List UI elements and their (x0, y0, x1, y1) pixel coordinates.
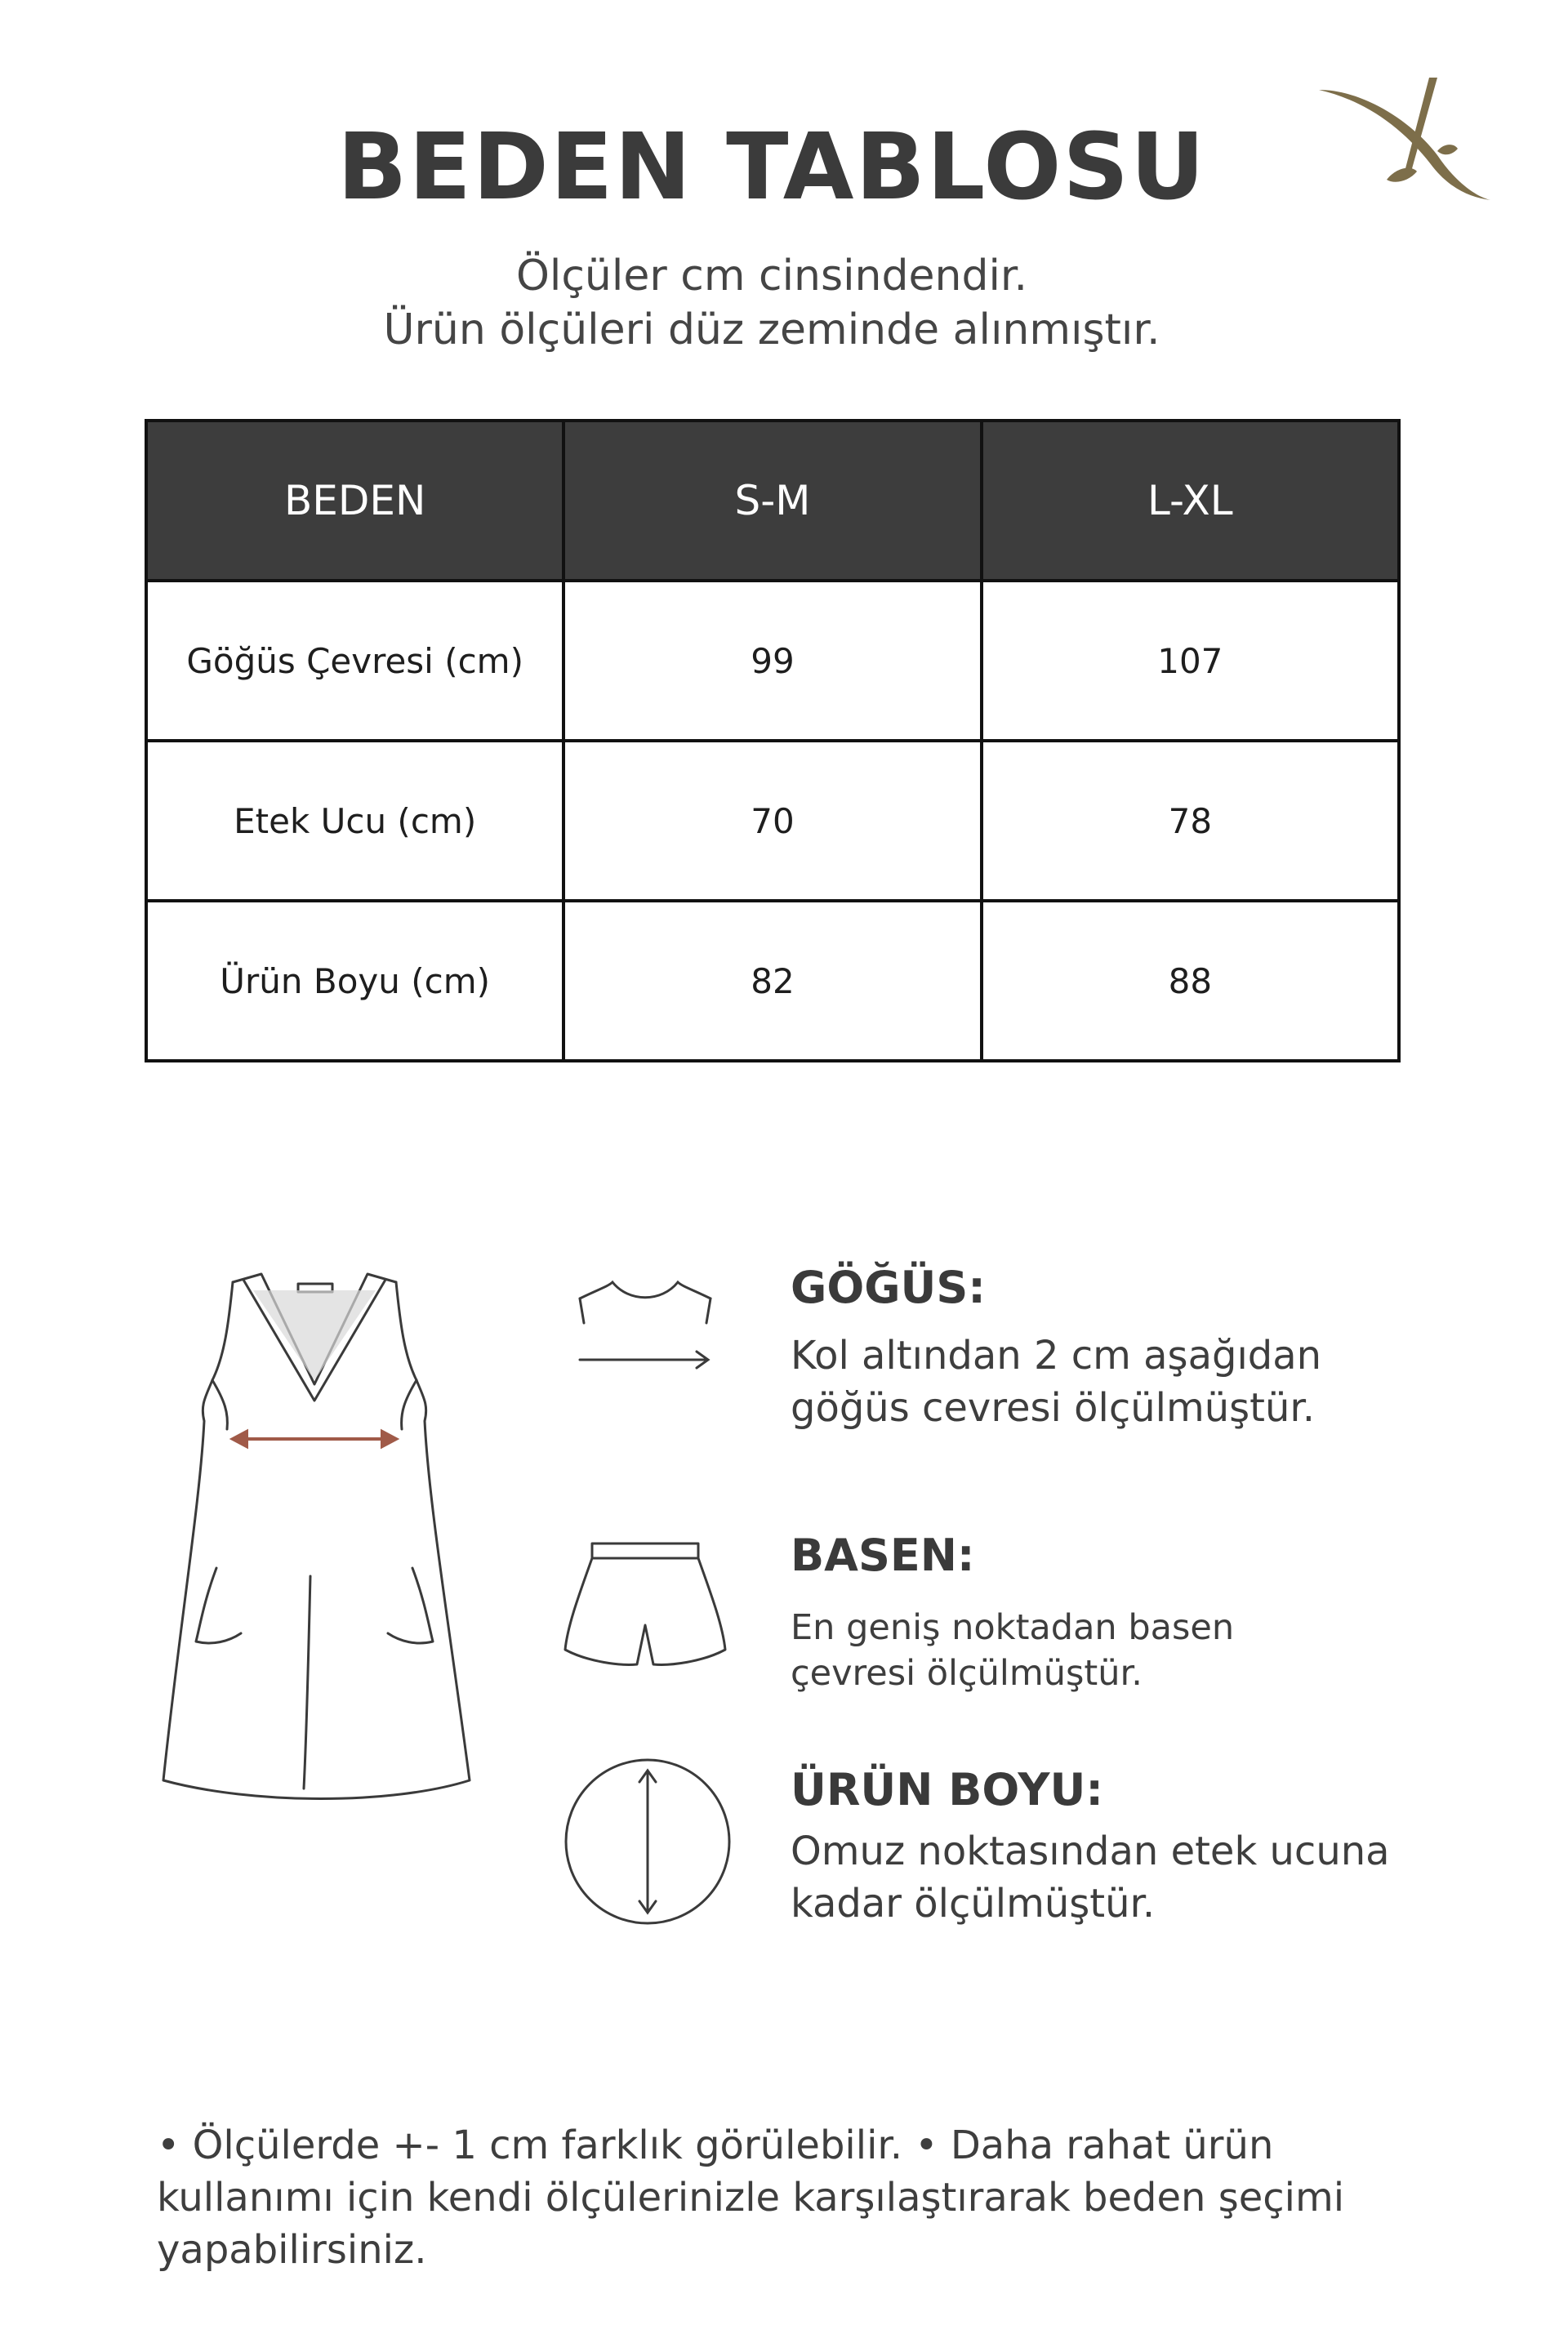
header-cell: S-M (564, 421, 981, 581)
chest-title: GÖĞÜS: (791, 1262, 986, 1313)
page-subtitle (0, 249, 1544, 357)
length-title: ÜRÜN BOYU: (791, 1764, 1103, 1815)
dress-sketch-icon (155, 1258, 482, 1821)
table-cell: 107 (982, 581, 1399, 741)
chest-line-1: Kol altından 2 cm aşağıdan (791, 1333, 1322, 1379)
table-header-row (146, 421, 1399, 581)
subtitle-line-2: Ürün ölçüleri düz zeminde alınmıştır. (383, 305, 1160, 354)
hip-title: BASEN: (791, 1530, 975, 1581)
hip-line-2: çevresi ölçülmüştür. (791, 1653, 1143, 1694)
table-row (146, 741, 1399, 901)
note-line-1: • Ölçülerde +- 1 cm farklık görülebilir. • Daha rahat ürün (157, 2123, 1274, 2168)
header-cell: L-XL (982, 421, 1399, 581)
table-cell: 99 (564, 581, 981, 741)
length-line-1: Omuz noktasından etek ucuna (791, 1829, 1390, 1874)
table-cell: 88 (982, 901, 1399, 1061)
subtitle-line-1: Ölçüler cm cinsindendir. (515, 252, 1028, 301)
row-label: Ürün Boyu (cm) (146, 901, 564, 1061)
table-row (146, 901, 1399, 1061)
length-line-2: kadar ölçülmüştür. (791, 1881, 1156, 1927)
row-label: Etek Ucu (cm) (146, 741, 564, 901)
table-cell: 82 (564, 901, 981, 1061)
length-description (791, 1825, 1444, 1930)
chest-line-2: göğüs cevresi ölçülmüştür. (791, 1385, 1315, 1431)
chest-measure-icon (576, 1278, 715, 1376)
header-cell: BEDEN (146, 421, 564, 581)
note-line-2: kullanımı için kendi ölçülerinizle karşılaştırarak beden şeçimi (157, 2175, 1345, 2221)
table-cell: 70 (564, 741, 981, 901)
hip-description (791, 1605, 1444, 1696)
hip-line-1: En geniş noktadan basen (791, 1607, 1235, 1648)
page-title: BEDEN TABLOSU (336, 114, 1207, 220)
chest-description (791, 1330, 1444, 1434)
note-line-3: yapabilirsiniz. (157, 2227, 427, 2273)
table-cell: 78 (982, 741, 1399, 901)
footer-note (157, 2119, 1431, 2276)
row-label: Göğüs Çevresi (cm) (146, 581, 564, 741)
hip-measure-icon (564, 1527, 727, 1682)
table-row (146, 581, 1399, 741)
length-measure-icon (562, 1756, 733, 1927)
size-table (145, 419, 1401, 1062)
